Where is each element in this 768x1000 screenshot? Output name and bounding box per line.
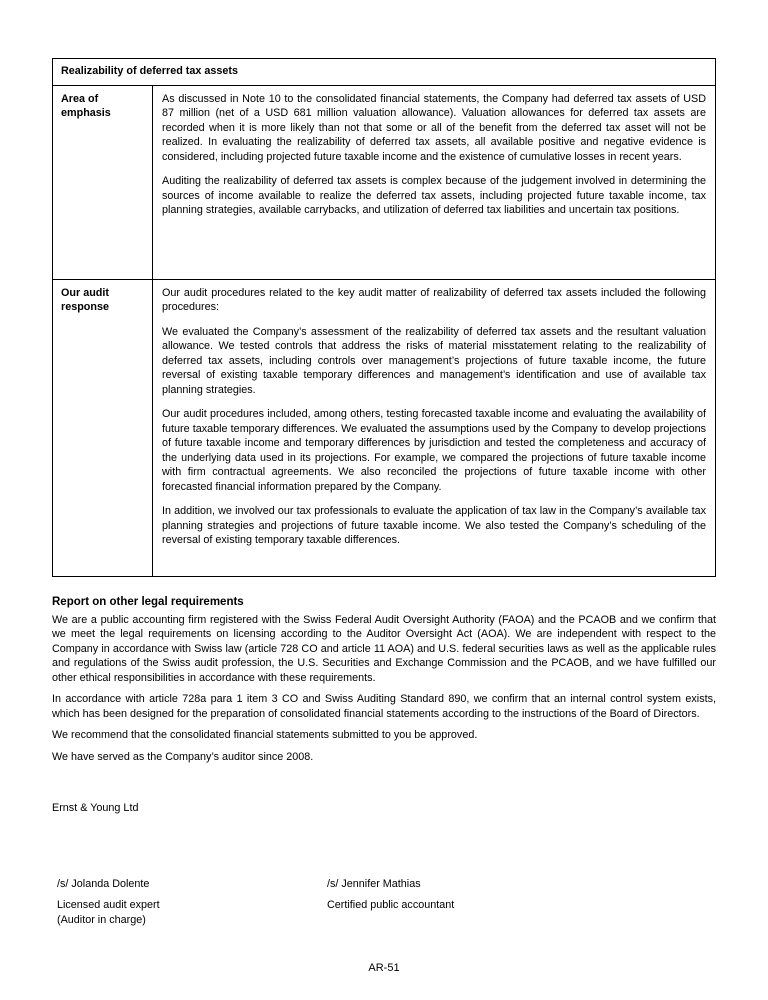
page-number: AR-51 bbox=[368, 962, 400, 974]
kam-row-audit-response bbox=[53, 279, 715, 576]
legal-paragraph-2: In accordance with article 728a para 1 item 3 CO and Swiss Auditing Standard 890, we confirm that an internal control system exists, which has been designed for the preparation of consolidated financial statements according to the instructions of the Board of Directors. bbox=[52, 693, 716, 720]
area-of-emphasis-paragraph-2: Auditing the realizability of deferred tax assets is complex because of the judgement involved in determining the sources of income available to realize the deferred tax assets, including projected future taxable income, tax planning strategies, available carrybacks, and utilization of deferred tax liabilities and uncertain tax positions. bbox=[162, 175, 706, 216]
signatory-name-2: /s/ Jennifer Mathias bbox=[327, 877, 421, 890]
firm-name: Ernst & Young Ltd bbox=[52, 802, 139, 814]
area-of-emphasis-paragraph-1: As discussed in Note 10 to the consolidated financial statements, the Company had deferred tax assets of USD 87 million (net of a USD 681 million valuation allowance). Valuation allowances for deferred tax assets are recorded when it is more likely than not that some or all of the benefit from the deferred tax asset will not be realized. In evaluating the realizability of deferred tax assets, all available positive and negative evidence is considered, including projected future taxable income and the existence of cumulative losses in recent years. bbox=[162, 92, 706, 163]
kam-label-area-of-emphasis: Area of emphasis bbox=[53, 86, 153, 279]
legal-section-heading: Report on other legal requirements bbox=[52, 595, 244, 608]
audit-response-paragraph-4: In addition, we involved our tax professionals to evaluate the application of tax law in the Company’s available tax planning strategies and projections of future taxable income. We also tested the Company’s scheduling of the reversal of existing temporary taxable differences. bbox=[162, 505, 706, 546]
signatory-title-1: Licensed audit expert bbox=[57, 899, 160, 911]
audit-response-paragraph-1: Our audit procedures related to the key audit matter of realizability of deferred tax assets included the following procedures: bbox=[162, 286, 706, 313]
signature-right bbox=[322, 877, 592, 928]
signatory-name-1: /s/ Jolanda Dolente bbox=[57, 877, 150, 890]
kam-body-area-of-emphasis bbox=[153, 86, 715, 279]
legal-requirements-section bbox=[52, 595, 716, 765]
kam-row-area-of-emphasis bbox=[53, 86, 715, 279]
key-audit-matter-table bbox=[52, 58, 716, 577]
kam-label-audit-response: Our audit response bbox=[53, 280, 153, 576]
audit-response-paragraph-3: Our audit procedures included, among others, testing forecasted taxable income and evaluating the availability of future taxable temporary differences. We evaluated the assumptions used by the Company to develop projections of future taxable income and temporary differences by jurisdiction and tested the completeness and accuracy of the underlying data used in its projections. For example, we compared the projections of future taxable income with firm contractual agreements. We also reconciled the projections of future taxable income with other forecasted financial information prepared by the Company. bbox=[162, 408, 706, 493]
signature-left bbox=[52, 877, 322, 928]
legal-paragraph-1: We are a public accounting firm registered with the Swiss Federal Audit Oversight Authority (FAOA) and the PCAOB and we confirm that we meet the legal requirements on licensing according to the Auditor Oversight Act (AOA). We are independent with respect to the Company in accordance with Swiss law (article 728 CO and article 11 AOA) and U.S. federal securities laws as well as the applicable rules and regulations of the Swiss audit profession, the U.S. Securities and Exchange Commission and the PCAOB, and we have fulfilled our other ethical responsibilities in accordance with these requirements. bbox=[52, 613, 716, 684]
page-content bbox=[52, 58, 716, 927]
signatory-subtitle-1: (Auditor in charge) bbox=[57, 913, 146, 926]
legal-paragraph-3: We recommend that the consolidated financial statements submitted to you be approved. bbox=[52, 729, 478, 741]
signature-block bbox=[52, 877, 716, 928]
audit-response-paragraph-2: We evaluated the Company’s assessment of the realizability of deferred tax assets and the resultant valuation allowance. We tested controls that address the risks of material misstatement relating to the realizability of deferred tax assets, including controls over management’s projections of future taxable income, the future reversal of existing taxable temporary differences and management’s identification and use of available tax planning strategies. bbox=[162, 325, 706, 396]
legal-paragraph-4: We have served as the Company’s auditor since 2008. bbox=[52, 750, 314, 763]
signatory-title-2: Certified public accountant bbox=[327, 899, 455, 911]
kam-table-title: Realizability of deferred tax assets bbox=[53, 59, 715, 86]
kam-body-audit-response bbox=[153, 280, 715, 576]
